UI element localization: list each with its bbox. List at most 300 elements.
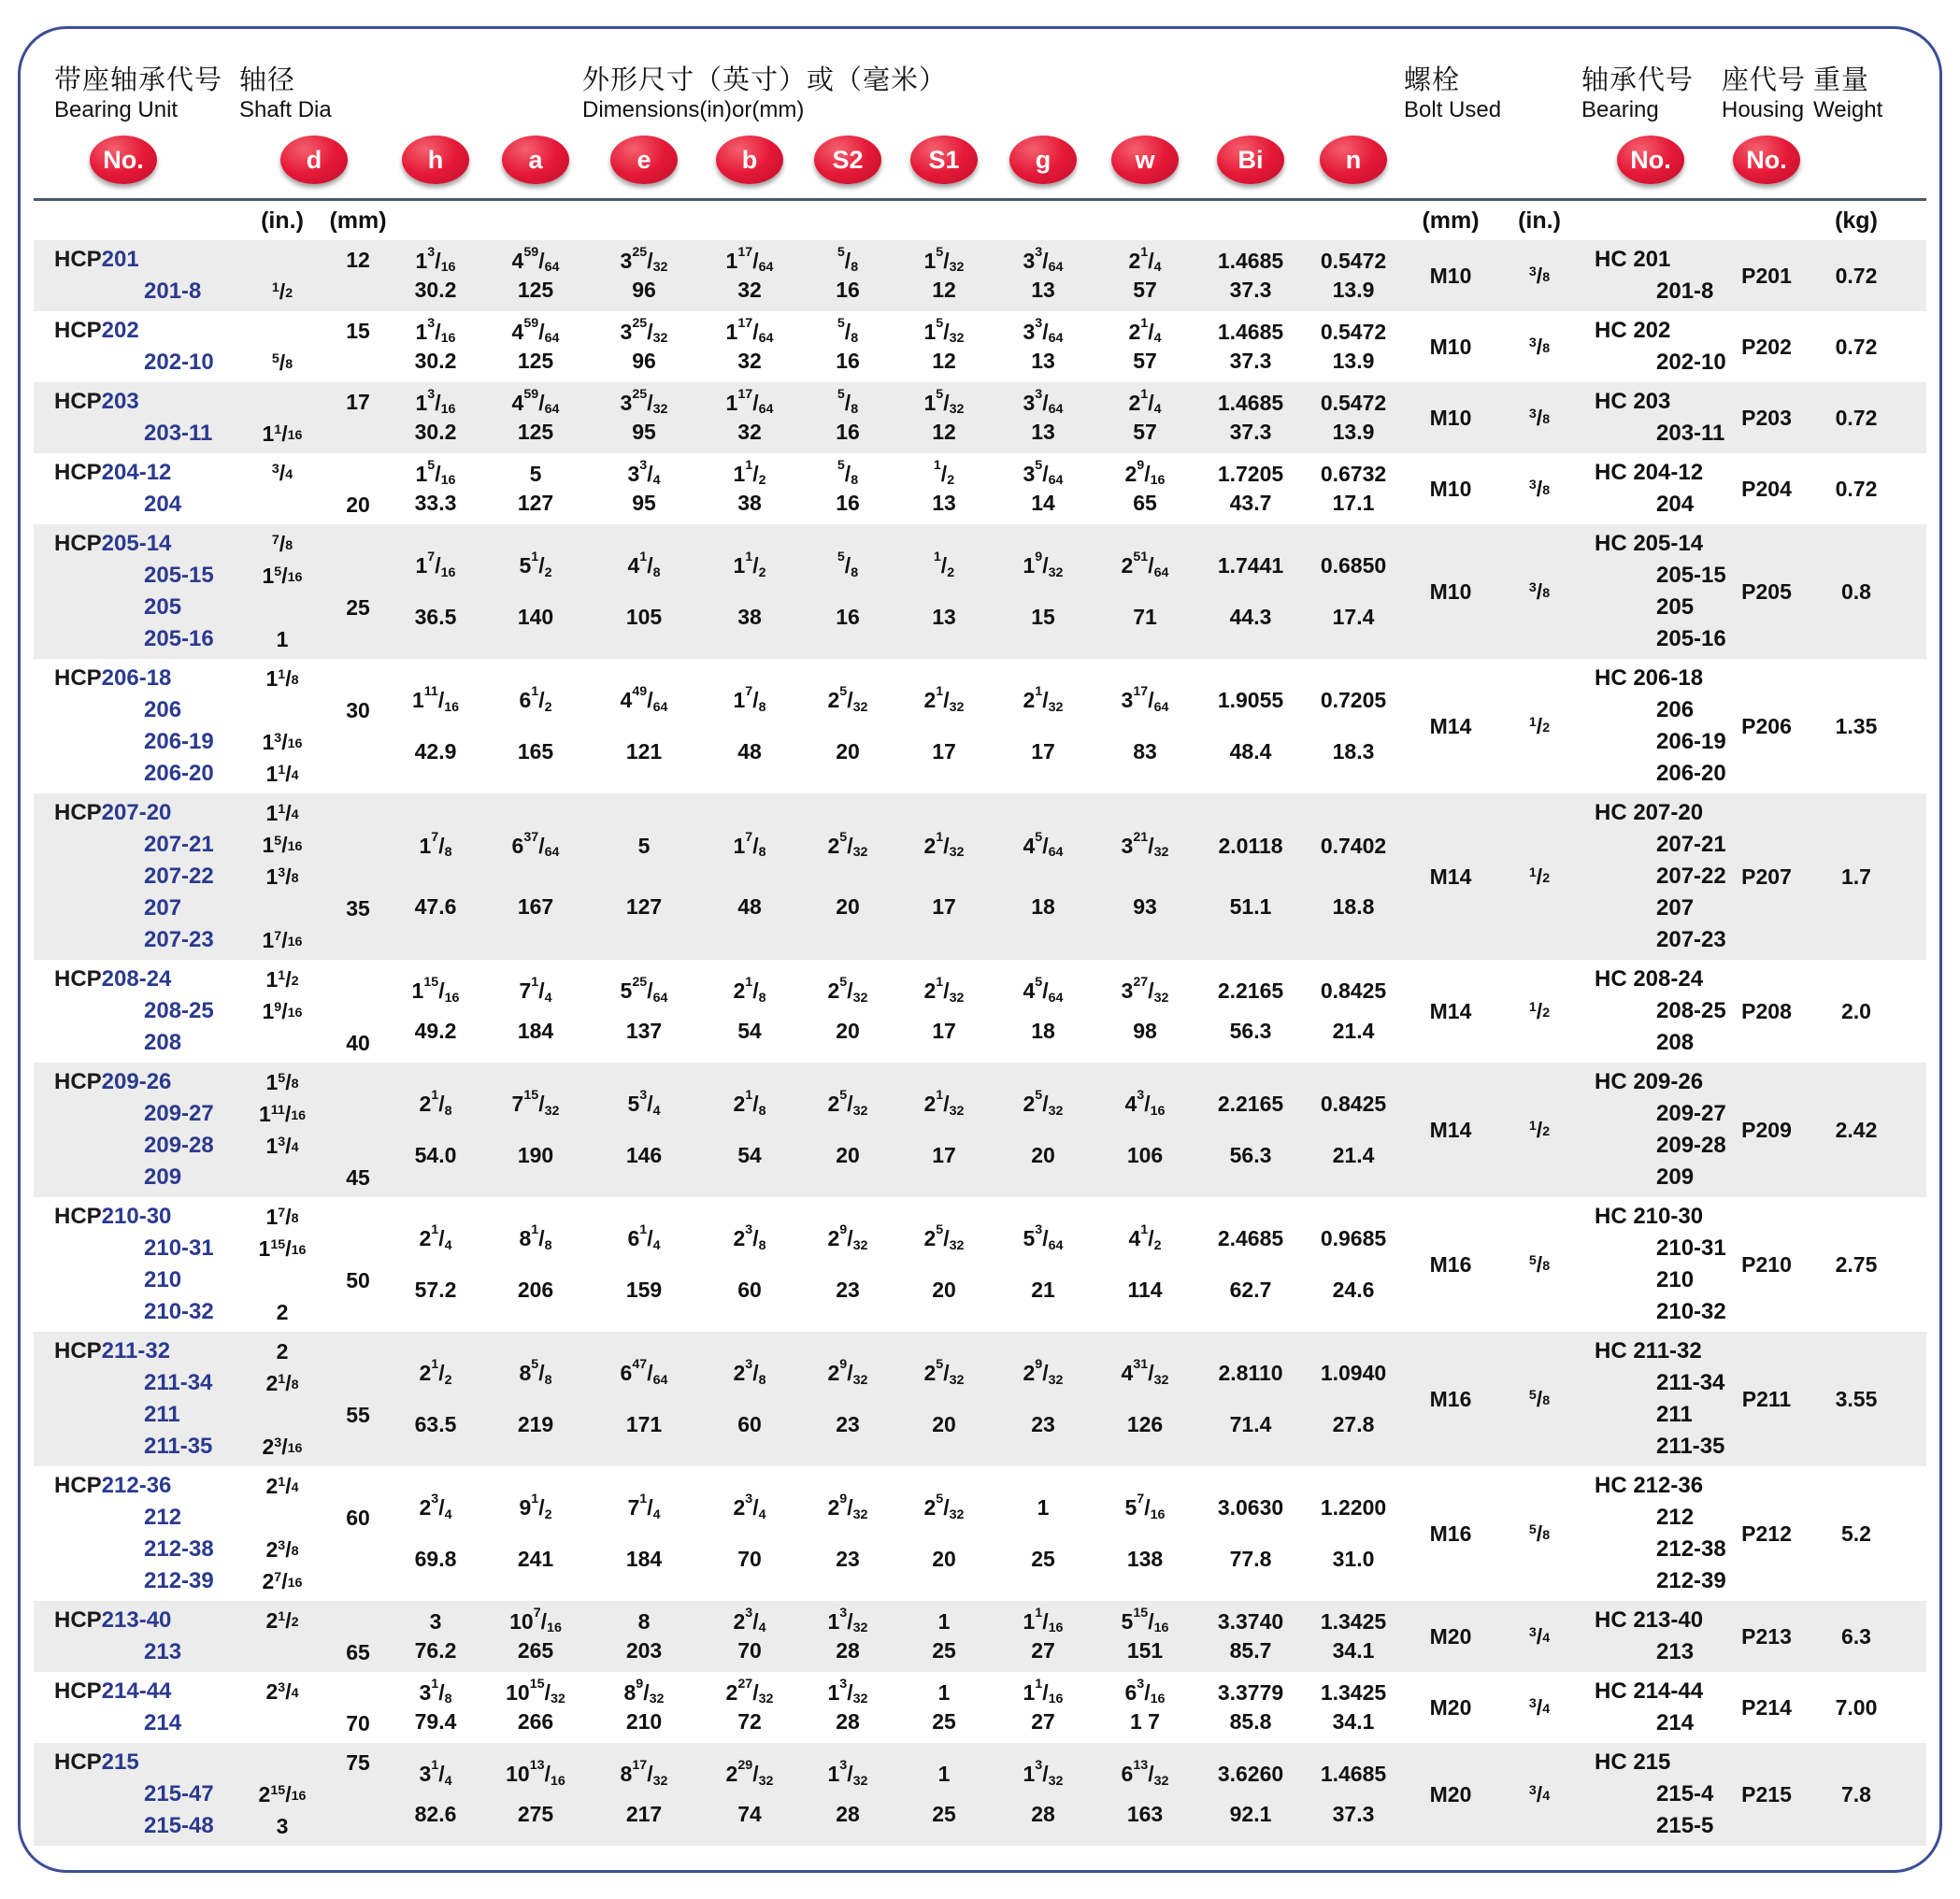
dim-mm-value: 83 bbox=[1133, 738, 1157, 764]
dim-mm-value: 28 bbox=[1031, 1802, 1055, 1826]
bearing-model: 213 bbox=[1656, 1639, 1695, 1664]
shaft-dia-in-value: 1 $^5$ / $_{16}$ bbox=[262, 563, 303, 588]
dim-in-value: $4^1/_8$ bbox=[627, 550, 661, 581]
unit-model: 210-32 bbox=[144, 1299, 214, 1324]
bearing-model: 215-4 bbox=[1656, 1781, 1714, 1806]
dim-cell-s2 bbox=[802, 528, 894, 655]
dim-mm-value: 16 bbox=[836, 604, 860, 629]
dim-cell-g bbox=[994, 528, 1092, 655]
dim-in-value: $1^{11}/_{16}$ bbox=[411, 684, 460, 716]
shaft-dia-in-value: 1 $^1$ / $_4$ bbox=[265, 761, 299, 786]
shaft-dia-in-value: 1 $^7$ / $_8$ bbox=[265, 1204, 299, 1229]
shaft-dia-mm-value: 17 bbox=[346, 389, 370, 414]
bearing-model: HC 201 bbox=[1595, 247, 1671, 272]
dim-mm-value: 42.9 bbox=[414, 738, 457, 764]
shaft-dia-mm-value bbox=[327, 861, 389, 892]
housing-no-cell: P201 bbox=[1741, 263, 1792, 288]
dim-mm-value: 27 bbox=[1031, 1709, 1055, 1735]
dim-in-value: $6^3/_{16}$ bbox=[1124, 1676, 1166, 1707]
weight-cell: 7.8 bbox=[1841, 1781, 1871, 1806]
shaft-dia-mm-value bbox=[327, 924, 389, 956]
dim-mm-value: 33.3 bbox=[414, 491, 457, 516]
unit-model: 210 bbox=[144, 1267, 182, 1292]
dim-mm-value: 76.2 bbox=[414, 1638, 457, 1663]
dim-in-value: $2^5/_{32}$ bbox=[923, 1492, 965, 1523]
dim-mm-value: 16 bbox=[836, 420, 860, 445]
bearing-model: 210-32 bbox=[1656, 1299, 1726, 1324]
dim-in-value: $2^3/_4$ bbox=[733, 1605, 766, 1636]
shaft-dia-mm-value bbox=[327, 1367, 389, 1399]
n-badge: n bbox=[1320, 136, 1387, 184]
dim-cell-w bbox=[1094, 1201, 1196, 1328]
dim-in-value: $9^1/_2$ bbox=[519, 1492, 552, 1523]
weight-cell: 0.72 bbox=[1835, 263, 1878, 288]
dim-in-value: 1 bbox=[937, 1679, 951, 1705]
bearing-no-cell bbox=[1581, 1201, 1726, 1328]
bearing-model: 212 bbox=[1656, 1505, 1695, 1530]
shaft-dia-in-value: 1 $^5$ / $_{16}$ bbox=[262, 832, 303, 857]
bearing-no-cell bbox=[1581, 1335, 1725, 1463]
shaft-dia-in-value bbox=[239, 1162, 325, 1193]
dim-cell-a bbox=[482, 1335, 589, 1463]
unit-model: 212-38 bbox=[144, 1536, 214, 1562]
d-in-unit: (in.) bbox=[261, 207, 304, 234]
dim-mm-value: 17 bbox=[932, 1142, 956, 1167]
dim-mm-value: 32 bbox=[737, 349, 762, 374]
shaft-dia-header bbox=[239, 59, 389, 125]
dim-in-value: $2^3/_4$ bbox=[419, 1492, 452, 1523]
dim-mm-value: 37.3 bbox=[1229, 278, 1272, 303]
dim-mm-value: 30.2 bbox=[414, 420, 457, 445]
dim-cell-e bbox=[591, 797, 697, 956]
dim-cell-bi bbox=[1198, 1470, 1303, 1597]
weight-cell: 1.35 bbox=[1835, 713, 1878, 738]
dim-cell-w bbox=[1094, 797, 1196, 956]
bearing-model: 206-19 bbox=[1656, 729, 1726, 754]
bearing-model: 207-22 bbox=[1656, 864, 1726, 889]
weight-cell: 0.72 bbox=[1835, 476, 1878, 501]
dim-cell-b bbox=[699, 1676, 800, 1739]
dim-in-value: $3^{17}/_{64}$ bbox=[1121, 684, 1169, 716]
dim-in-value: $1^{17}/_{64}$ bbox=[725, 244, 774, 276]
dim-in-value: $1^7/_8$ bbox=[419, 829, 452, 861]
shaft-dia-mm-cell bbox=[327, 964, 389, 1059]
dim-in-value: 0.6850 bbox=[1320, 553, 1387, 578]
unit-model: 207 bbox=[144, 895, 182, 921]
shaft-dia-in-value: 2 $^3$ / $_{16}$ bbox=[262, 1434, 303, 1459]
dim-cell-a bbox=[482, 1747, 589, 1842]
bearing-model: HC 208-24 bbox=[1595, 966, 1704, 992]
bolt-mm-cell: M10 bbox=[1429, 476, 1472, 501]
shaft-dia-mm-value bbox=[327, 1534, 389, 1565]
dim-in-value: 1.4685 bbox=[1320, 1762, 1387, 1786]
dim-in-value: $4^3/_{16}$ bbox=[1124, 1088, 1166, 1120]
bearing-unit-header bbox=[34, 59, 237, 125]
dim-in-value: 1.7205 bbox=[1217, 461, 1284, 486]
dim-mm-value: 28 bbox=[836, 1638, 860, 1663]
dim-cell-g bbox=[994, 797, 1092, 956]
housing-no-cell: P212 bbox=[1741, 1521, 1792, 1546]
bearing-model: HC 203 bbox=[1595, 389, 1671, 414]
shaft-dia-mm-cell bbox=[327, 315, 389, 378]
header-badges-row bbox=[34, 131, 1926, 189]
bearing-no-cell bbox=[1581, 315, 1726, 378]
dim-in-value: $2^1/_{32}$ bbox=[923, 1088, 965, 1120]
dim-mm-value: 137 bbox=[625, 1019, 663, 1043]
dim-mm-value: 44.3 bbox=[1229, 604, 1272, 629]
unit-cell bbox=[34, 1201, 237, 1328]
bearing-model: 202-10 bbox=[1656, 350, 1726, 375]
shaft-dia-in-cell bbox=[239, 964, 325, 1059]
table-row bbox=[34, 960, 1926, 1063]
dim-cell-bi bbox=[1198, 528, 1303, 655]
dim-mm-value: 36.5 bbox=[414, 604, 457, 629]
shaft-dia-mm-value bbox=[327, 1565, 389, 1597]
dim-cell-e bbox=[591, 1201, 697, 1328]
unit-model: 211-35 bbox=[144, 1434, 213, 1459]
dim-in-value: $1^9/_{32}$ bbox=[1023, 550, 1064, 581]
dim-cell-n bbox=[1305, 386, 1402, 450]
dim-cell-bi bbox=[1198, 964, 1303, 1059]
dim-mm-value: 47.6 bbox=[414, 894, 457, 920]
bearing-no-cell bbox=[1581, 1676, 1720, 1739]
dim-mm-value: 121 bbox=[625, 738, 663, 764]
bearing-no-cell bbox=[1581, 386, 1725, 450]
dim-cell-h bbox=[391, 1676, 480, 1739]
unit-cell bbox=[34, 315, 237, 378]
unit-model: 215-47 bbox=[144, 1781, 214, 1806]
dim-mm-value: 30.2 bbox=[414, 349, 457, 374]
bolt-used-label-en: Bolt Used bbox=[1404, 97, 1502, 122]
dim-mm-value: 38 bbox=[737, 491, 762, 516]
dim-in-value: $2^1/_4$ bbox=[1128, 386, 1162, 418]
bolt-in-cell: $^1$ / $_2$ bbox=[1528, 713, 1551, 738]
bearing-model: HC 215 bbox=[1595, 1749, 1671, 1775]
shaft-dia-mm-value: 60 bbox=[346, 1505, 370, 1530]
dim-mm-value: 18.8 bbox=[1332, 894, 1375, 920]
dim-mm-value: 23 bbox=[1031, 1411, 1055, 1436]
dim-mm-value: 219 bbox=[517, 1411, 554, 1436]
dim-cell-a bbox=[482, 797, 589, 956]
weight-cell: 7.00 bbox=[1835, 1694, 1878, 1720]
dim-mm-value: 54 bbox=[737, 1142, 762, 1167]
unit-model: 207-21 bbox=[144, 832, 214, 857]
dim-mm-value: 92.1 bbox=[1229, 1802, 1272, 1826]
shaft-dia-in-value bbox=[239, 1399, 325, 1431]
dim-mm-value: 27 bbox=[1031, 1638, 1055, 1663]
table-row bbox=[34, 659, 1926, 793]
dim-mm-value: 184 bbox=[517, 1019, 554, 1043]
shaft-dia-in-cell bbox=[239, 528, 325, 655]
dim-mm-value: 25 bbox=[1031, 1546, 1055, 1571]
bearing-model: 205-16 bbox=[1656, 626, 1726, 651]
dim-mm-value: 12 bbox=[932, 349, 956, 374]
dim-mm-value: 96 bbox=[632, 349, 656, 374]
dim-mm-value: 77.8 bbox=[1229, 1546, 1272, 1571]
dim-cell-s1 bbox=[895, 386, 993, 450]
dim-in-value: $1^{17}/_{64}$ bbox=[725, 315, 774, 347]
dim-cell-w bbox=[1094, 1747, 1196, 1842]
dim-cell-n bbox=[1305, 315, 1402, 378]
bearing-unit-label-zh: 带座轴承代号 bbox=[54, 65, 223, 95]
unit-model: 201-8 bbox=[144, 278, 202, 304]
bearing-model: 201-8 bbox=[1656, 278, 1714, 304]
bolt-mm-cell: M20 bbox=[1429, 1623, 1472, 1649]
dim-cell-s2 bbox=[802, 386, 894, 450]
bearing-model: 205-15 bbox=[1656, 563, 1726, 588]
dim-mm-value: 114 bbox=[1127, 1277, 1163, 1302]
shaft-dia-mm-value bbox=[327, 1470, 389, 1502]
shaft-dia-mm-value: 15 bbox=[346, 318, 370, 343]
bearing-model: 207-23 bbox=[1656, 927, 1726, 952]
shaft-dia-mm-value bbox=[327, 1335, 389, 1367]
bolt-in-cell: $^3$ / $_8$ bbox=[1528, 476, 1551, 501]
shaft-dia-mm-value: 35 bbox=[346, 895, 370, 921]
dim-in-value: $1^3/_{32}$ bbox=[827, 1676, 868, 1707]
bolt-mm-cell: M10 bbox=[1429, 334, 1472, 359]
shaft-dia-mm-cell bbox=[327, 1066, 389, 1193]
dim-mm-value: 25 bbox=[932, 1638, 956, 1663]
dim-mm-value: 57 bbox=[1133, 420, 1157, 445]
shaft-dia-in-value: 1 $^7$ / $_{16}$ bbox=[262, 927, 303, 952]
catalog-card bbox=[18, 26, 1942, 1873]
dim-cell-w bbox=[1094, 1335, 1196, 1463]
weight-label-en: Weight bbox=[1813, 97, 1883, 122]
dim-in-value: $6^{13}/_{32}$ bbox=[1121, 1758, 1169, 1789]
shaft-dia-in-value: 1 $^5$ / $_8$ bbox=[265, 1069, 299, 1094]
unit-model: 205-15 bbox=[144, 563, 214, 588]
shaft-dia-mm-value bbox=[327, 829, 389, 861]
dim-mm-value: 70 bbox=[737, 1638, 762, 1663]
dim-in-value: $8^1/_8$ bbox=[519, 1222, 552, 1254]
shaft-dia-in-cell bbox=[239, 386, 325, 450]
dim-in-value: $1^5/_{32}$ bbox=[923, 386, 965, 418]
dim-mm-value: 17.1 bbox=[1332, 491, 1375, 516]
unit-model: HCP 206-18 bbox=[54, 665, 172, 691]
dim-mm-value: 241 bbox=[517, 1546, 554, 1571]
housing-no-cell: P210 bbox=[1741, 1251, 1792, 1277]
dim-mm-value: 17 bbox=[1031, 738, 1055, 764]
bolt-mm-cell: M20 bbox=[1429, 1781, 1472, 1806]
dim-cell-n bbox=[1305, 797, 1402, 956]
bearing-no-cell bbox=[1581, 528, 1726, 655]
dim-cell-a bbox=[482, 528, 589, 655]
unit-no-badge-cell bbox=[34, 131, 237, 189]
dim-cell-h bbox=[391, 1335, 480, 1463]
shaft-dia-mm-cell bbox=[327, 1201, 389, 1328]
shaft-dia-mm-value bbox=[327, 1066, 389, 1098]
dim-cell-h bbox=[391, 964, 480, 1059]
bearing-model: HC 206-18 bbox=[1595, 665, 1704, 691]
shaft-dia-in-value: 2 $^1$ / $_8$ bbox=[265, 1370, 299, 1395]
bearing-model: 203-11 bbox=[1656, 421, 1725, 446]
dim-cell-n bbox=[1305, 964, 1402, 1059]
g-badge: g bbox=[1009, 136, 1077, 184]
shaft-dia-mm-value: 55 bbox=[346, 1402, 370, 1427]
weight-cell: 2.42 bbox=[1835, 1117, 1878, 1142]
dim-mm-value: 71 bbox=[1133, 604, 1157, 629]
weight-unit: (kg) bbox=[1835, 207, 1878, 234]
dim-mm-value: 57 bbox=[1133, 278, 1157, 303]
bi-badge-cell bbox=[1198, 131, 1303, 189]
header-labels-row bbox=[34, 59, 1926, 125]
dim-mm-value: 70 bbox=[737, 1546, 762, 1571]
housing-no-cell: P209 bbox=[1741, 1117, 1792, 1142]
shaft-dia-label-zh: 轴径 bbox=[239, 65, 296, 95]
shaft-dia-in-value bbox=[239, 315, 325, 347]
dim-in-value: $2^1/_{32}$ bbox=[923, 975, 965, 1006]
bearing-no-label-zh: 轴承代号 bbox=[1581, 65, 1695, 95]
dim-mm-value: 21 bbox=[1031, 1277, 1055, 1302]
shaft-dia-mm-value bbox=[327, 1605, 389, 1636]
dim-in-value: $1^3/_{16}$ bbox=[415, 244, 456, 276]
dim-in-value: $2^5/_{32}$ bbox=[1023, 1088, 1064, 1120]
unit-model: 213 bbox=[144, 1639, 182, 1664]
dim-in-value: $1^3/_{16}$ bbox=[415, 315, 456, 347]
dim-cell-a bbox=[482, 1676, 589, 1739]
bearing-model: HC 214-44 bbox=[1595, 1678, 1704, 1704]
unit-cell bbox=[34, 244, 237, 307]
bolt-in-cell: $^3$ / $_8$ bbox=[1528, 334, 1551, 359]
dim-in-value: $1^7/_8$ bbox=[733, 829, 766, 861]
unit-cell bbox=[34, 457, 237, 521]
shaft-dia-in-cell bbox=[239, 244, 325, 307]
unit-cell bbox=[34, 1470, 237, 1597]
n-badge-cell bbox=[1305, 131, 1402, 189]
unit-model: 209-28 bbox=[144, 1133, 214, 1158]
dim-mm-value: 163 bbox=[1126, 1802, 1164, 1826]
dim-mm-value: 85.8 bbox=[1229, 1709, 1272, 1735]
dim-in-value: $5^1/_2$ bbox=[519, 550, 552, 581]
dim-cell-s2 bbox=[802, 1676, 894, 1739]
bearing-no-cell bbox=[1581, 457, 1720, 521]
unit-model: 202-10 bbox=[144, 350, 214, 375]
housing-no-cell: P211 bbox=[1741, 1386, 1792, 1411]
dim-mm-value: 140 bbox=[517, 604, 554, 629]
dim-in-value: $1^5/_{32}$ bbox=[923, 315, 965, 347]
dim-cell-h bbox=[391, 315, 480, 378]
dim-cell-s2 bbox=[802, 457, 894, 521]
dim-in-value: $1^3/_{32}$ bbox=[827, 1605, 868, 1636]
dim-in-value: $5^{15}/_{16}$ bbox=[1121, 1605, 1169, 1636]
dim-in-value: $2^9/_{32}$ bbox=[827, 1222, 868, 1254]
dim-cell-h bbox=[391, 528, 480, 655]
dim-cell-s1 bbox=[895, 457, 993, 521]
dim-cell-g bbox=[994, 1605, 1092, 1668]
dim-mm-value: 32 bbox=[737, 420, 762, 445]
dim-in-value: $1^3/_{16}$ bbox=[415, 386, 456, 418]
dim-mm-value: 138 bbox=[1126, 1546, 1164, 1571]
shaft-dia-mm-value bbox=[327, 1098, 389, 1130]
shaft-dia-mm-value bbox=[327, 1201, 389, 1233]
dim-in-value: $2^1/_{32}$ bbox=[923, 829, 965, 861]
shaft-dia-in-value: $^3$ / $_4$ bbox=[271, 460, 293, 485]
bearing-model: 212-39 bbox=[1656, 1568, 1726, 1593]
w-badge: w bbox=[1111, 136, 1179, 184]
dim-in-value: 0.5472 bbox=[1320, 390, 1387, 415]
bearing-model: HC 210-30 bbox=[1595, 1204, 1704, 1229]
dim-mm-value: 13 bbox=[1031, 278, 1055, 303]
dim-mm-value: 20 bbox=[836, 738, 860, 764]
dim-cell-g bbox=[994, 964, 1092, 1059]
shaft-dia-mm-value: 25 bbox=[346, 594, 370, 620]
table-row bbox=[34, 453, 1926, 524]
dim-cell-bi bbox=[1198, 386, 1303, 450]
dim-mm-value: 105 bbox=[625, 604, 663, 629]
d-mm-unit: (mm) bbox=[329, 207, 387, 234]
bearing-model: 204 bbox=[1656, 492, 1695, 517]
dim-mm-value: 13.9 bbox=[1332, 349, 1375, 374]
b-badge-cell bbox=[699, 131, 800, 189]
bearing-model: 209 bbox=[1656, 1164, 1695, 1190]
housing-no-badge: No. bbox=[1733, 136, 1800, 184]
dim-cell-w bbox=[1094, 1605, 1196, 1668]
unit-model: 215-48 bbox=[144, 1813, 214, 1838]
dim-mm-value: 57.2 bbox=[414, 1277, 457, 1302]
bearing-model: 214 bbox=[1656, 1710, 1695, 1735]
shaft-dia-mm-value bbox=[327, 347, 389, 378]
bearing-model: 209-28 bbox=[1656, 1133, 1726, 1158]
shaft-dia-mm-value bbox=[327, 528, 389, 560]
shaft-dia-in-cell bbox=[239, 1676, 325, 1739]
bearing-model: 212-38 bbox=[1656, 1536, 1726, 1562]
dim-mm-value: 82.6 bbox=[414, 1802, 457, 1826]
dim-mm-value: 20 bbox=[836, 1142, 860, 1167]
dim-in-value: $7^1/_4$ bbox=[627, 1492, 661, 1523]
dim-in-value: $2^5/_{32}$ bbox=[827, 829, 868, 861]
dim-cell-s2 bbox=[802, 1066, 894, 1193]
dim-in-value: 0.5472 bbox=[1320, 319, 1387, 344]
dim-cell-s2 bbox=[802, 1470, 894, 1597]
weight-cell: 0.72 bbox=[1835, 334, 1878, 359]
dim-mm-value: 16 bbox=[836, 278, 860, 303]
dim-cell-a bbox=[482, 1201, 589, 1328]
dim-in-value: 2.2165 bbox=[1217, 978, 1284, 1003]
bearing-no-cell bbox=[1581, 244, 1720, 307]
dim-in-value: $1^{15}/_{16}$ bbox=[411, 975, 460, 1006]
dim-cell-b bbox=[699, 528, 800, 655]
dim-mm-value: 56.3 bbox=[1229, 1142, 1272, 1167]
dimensions-header bbox=[391, 59, 1402, 125]
dim-cell-e bbox=[591, 528, 697, 655]
housing-no-cell: P202 bbox=[1741, 334, 1792, 359]
bearing-no-cell bbox=[1581, 1066, 1726, 1193]
dim-in-value: $10^{15}/_{32}$ bbox=[506, 1676, 565, 1707]
dim-cell-g bbox=[994, 457, 1092, 521]
shaft-dia-in-value bbox=[239, 489, 325, 521]
bearing-model: 206-20 bbox=[1656, 761, 1726, 786]
dim-cell-s2 bbox=[802, 663, 894, 790]
unit-model: HCP 212-36 bbox=[54, 1473, 172, 1498]
bearing-no-cell bbox=[1581, 663, 1726, 790]
dim-cell-b bbox=[699, 1066, 800, 1193]
bolt-mm-cell: M14 bbox=[1429, 1117, 1472, 1142]
unit-model: HCP 202 bbox=[54, 318, 139, 343]
dim-in-value: $4^5/_{64}$ bbox=[1023, 829, 1064, 861]
bolt-mm-cell: M20 bbox=[1429, 1694, 1472, 1720]
unit-cell bbox=[34, 663, 237, 790]
dim-mm-value: 217 bbox=[625, 1802, 663, 1826]
dim-in-value: $4^{49}/_{64}$ bbox=[620, 684, 668, 716]
bolt-mm-cell: M16 bbox=[1429, 1521, 1472, 1546]
dim-in-value: $6^{47}/_{64}$ bbox=[620, 1357, 668, 1389]
table-row bbox=[34, 1063, 1926, 1197]
dim-cell-s2 bbox=[802, 964, 894, 1059]
dim-in-value: 0.8425 bbox=[1320, 1092, 1387, 1117]
table-row bbox=[34, 240, 1926, 311]
e-badge: e bbox=[610, 136, 678, 184]
dim-mm-value: 98 bbox=[1133, 1019, 1157, 1043]
